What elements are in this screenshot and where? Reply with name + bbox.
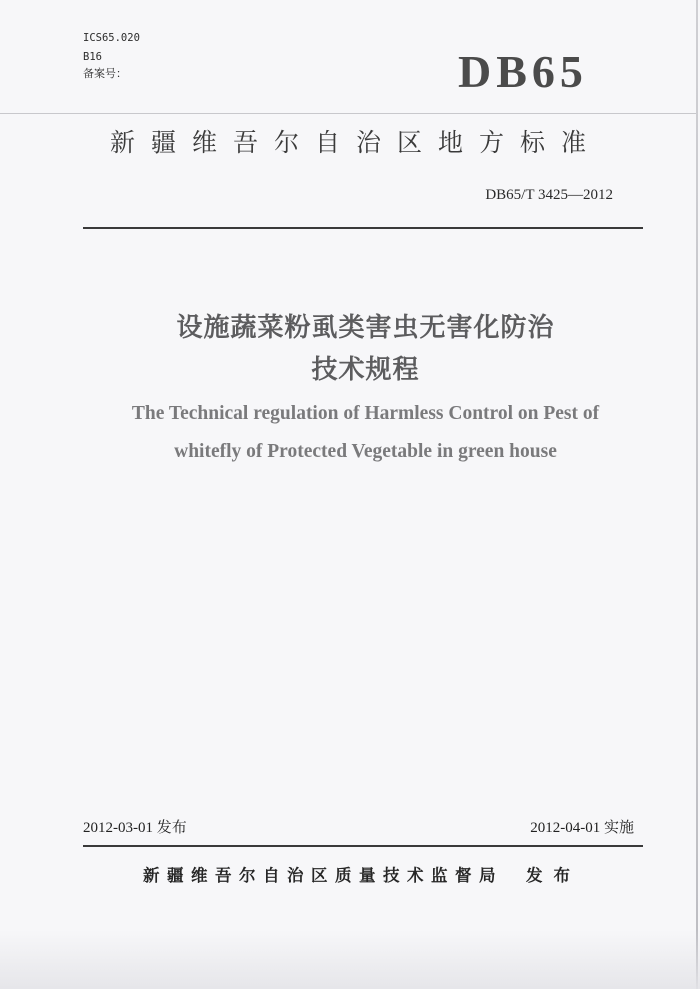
document-title [83, 300, 648, 464]
standard-code-logo: DB65 [458, 46, 588, 97]
publish-date: 2012-03-01 发布 [83, 820, 187, 836]
scan-edge [696, 0, 698, 989]
record-number-label: 备案号： [83, 67, 127, 80]
title-divider [83, 227, 643, 229]
scan-shadow [0, 930, 700, 989]
title-en-line1: The Technical regulation of Harmless Control on Pest of [131, 403, 600, 424]
issue-action: 发布 [526, 866, 581, 885]
title-en-line2: whitefly of Protected Vegetable in green house [174, 441, 557, 462]
standard-type-heading: 新疆维吾尔自治区地方标准 [110, 128, 603, 157]
ccs-code: B16 [83, 51, 102, 63]
footer-divider [83, 845, 643, 847]
ics-code: ICS65.020 [83, 32, 140, 44]
issuing-authority: 新疆维吾尔自治区质量技术监督局 [143, 866, 503, 885]
title-zh-line1: 设施蔬菜粉虱类害虫无害化防治 [176, 313, 555, 343]
header-divider [0, 113, 696, 114]
title-zh-line2: 技术规程 [311, 355, 420, 385]
implement-date: 2012-04-01 实施 [530, 820, 634, 836]
standard-number: DB65/T 3425—2012 [485, 187, 613, 203]
